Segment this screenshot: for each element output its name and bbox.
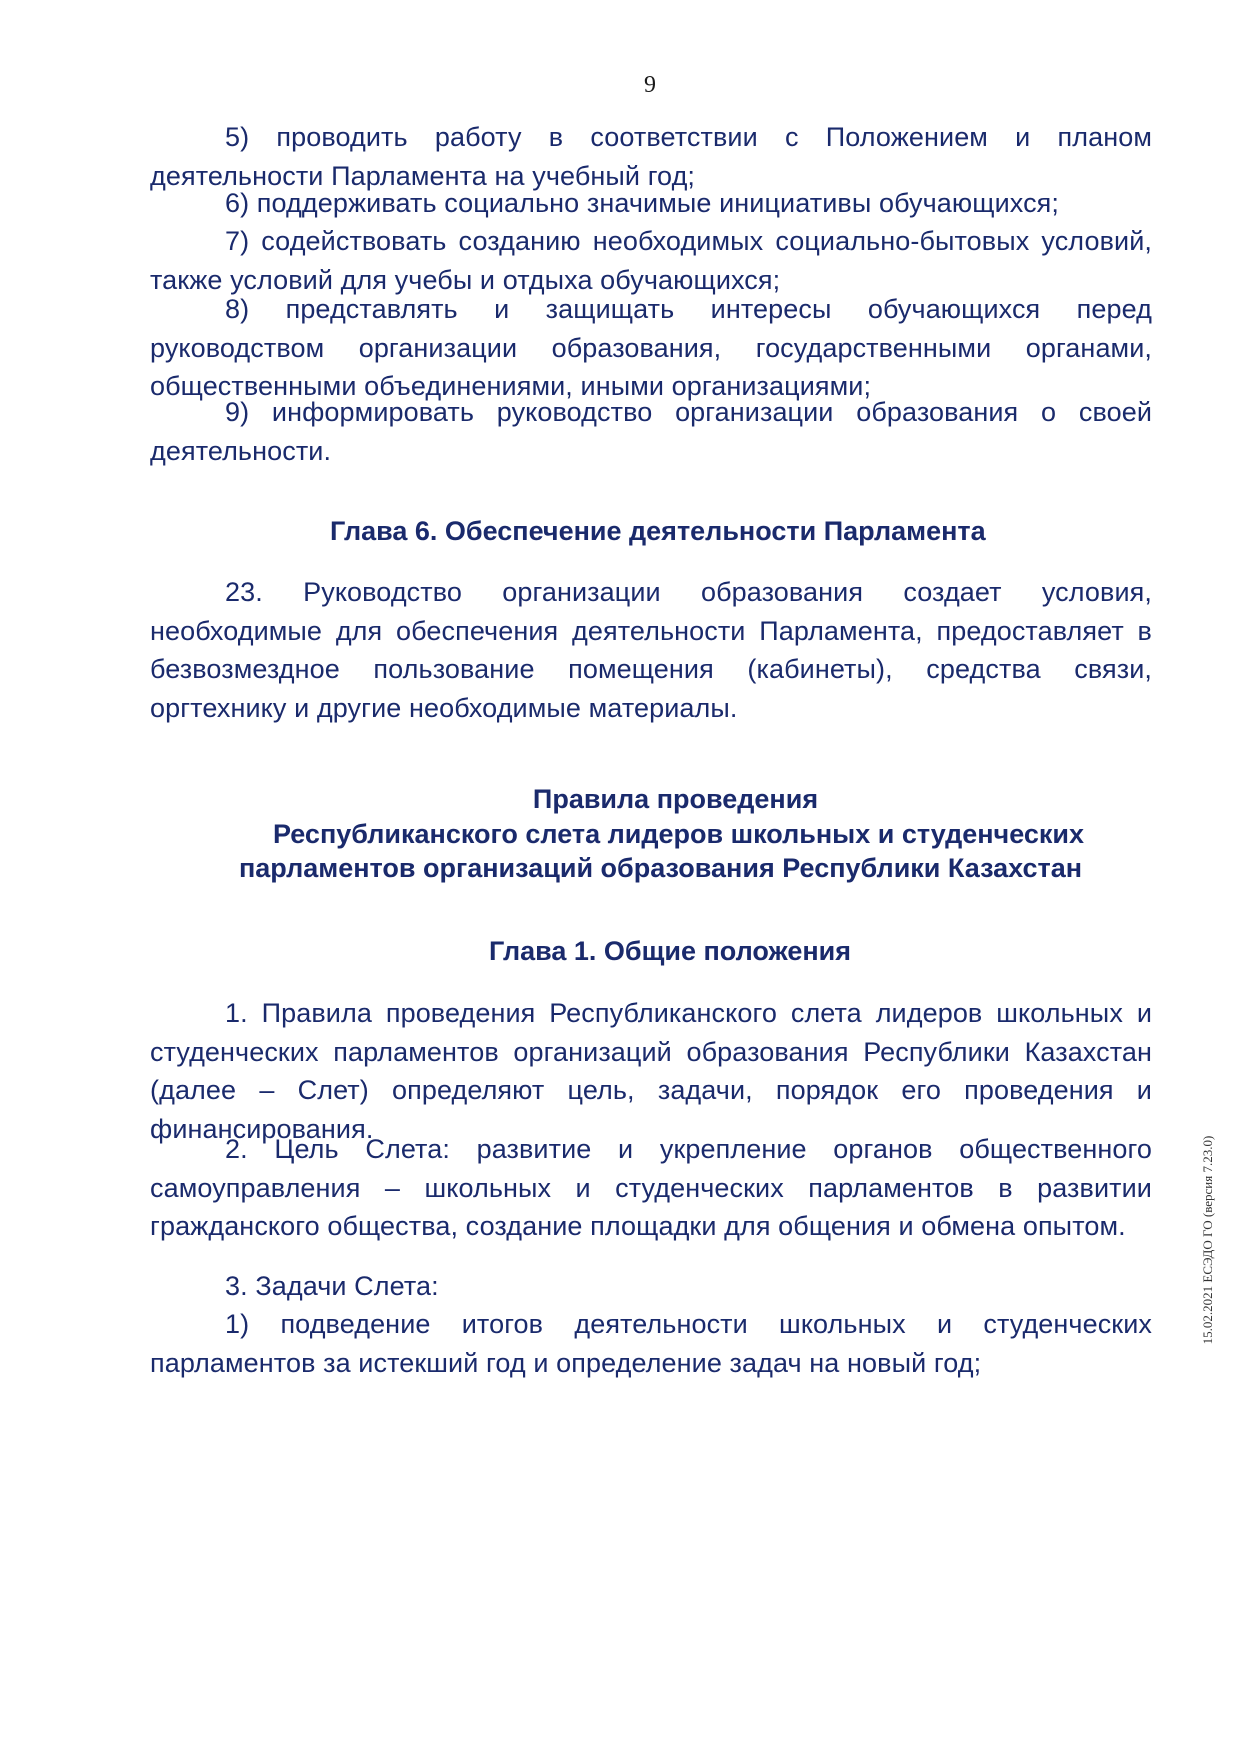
rules-title-line-3: парламентов организаций образования Республики Казахстан — [238, 853, 1083, 883]
list-item-9: 9) информировать руководство организации образования о своей деятельности. — [150, 397, 1152, 466]
rules-title-line-2: Республиканского слета лидеров школьных и студенческих — [272, 819, 1085, 849]
chapter-6-heading: Глава 6. Обеспечение деятельности Парламента — [330, 516, 986, 546]
paragraph-23: 23. Руководство организации образования создает условия, необходимые для обеспечения деятельности Парламента, предоставляет в безвозмездное пользование помещения (кабинеты), средства связи, оргтехнику и другие необходимые материалы. — [150, 577, 1152, 723]
list-item-7: 7) содействовать созданию необходимых социально-бытовых условий, также условий для учебы и отдыха обучающихся; — [150, 226, 1152, 295]
side-registration-stamp: 15.02.2021 ЕСЭДО ГО (версия 7.23.0) — [1200, 1135, 1215, 1345]
rules-title-line-1: Правила проведения — [532, 784, 819, 814]
task-item-1: 1) подведение итогов деятельности школьных и студенческих парламентов за истекший год и определение задач на новый год; — [150, 1309, 1152, 1378]
paragraph-1: 1. Правила проведения Республиканского слета лидеров школьных и студенческих парламентов организаций образования Республики Казахстан (далее – Слет) определяют цель, задачи, порядок его проведения и финансирования. — [150, 998, 1152, 1144]
page-number: 9 — [644, 72, 656, 98]
list-item-6: 6) поддерживать социально значимые инициативы обучающихся; — [225, 188, 1059, 218]
chapter-1-heading: Глава 1. Общие положения — [489, 936, 852, 966]
list-item-5: 5) проводить работу в соответствии с Положением и планом деятельности Парламента на учебный год; — [150, 122, 1152, 191]
paragraph-2: 2. Цель Слета: развитие и укрепление органов общественного самоуправления – школьных и студенческих парламентов в развитии гражданского общества, создание площадки для общения и обмена опытом. — [150, 1134, 1152, 1241]
paragraph-3: 3. Задачи Слета: — [225, 1271, 439, 1301]
list-item-8: 8) представлять и защищать интересы обучающихся перед руководством организации образования, государственными органами, общественными объединениями, иными организациями; — [150, 294, 1152, 401]
